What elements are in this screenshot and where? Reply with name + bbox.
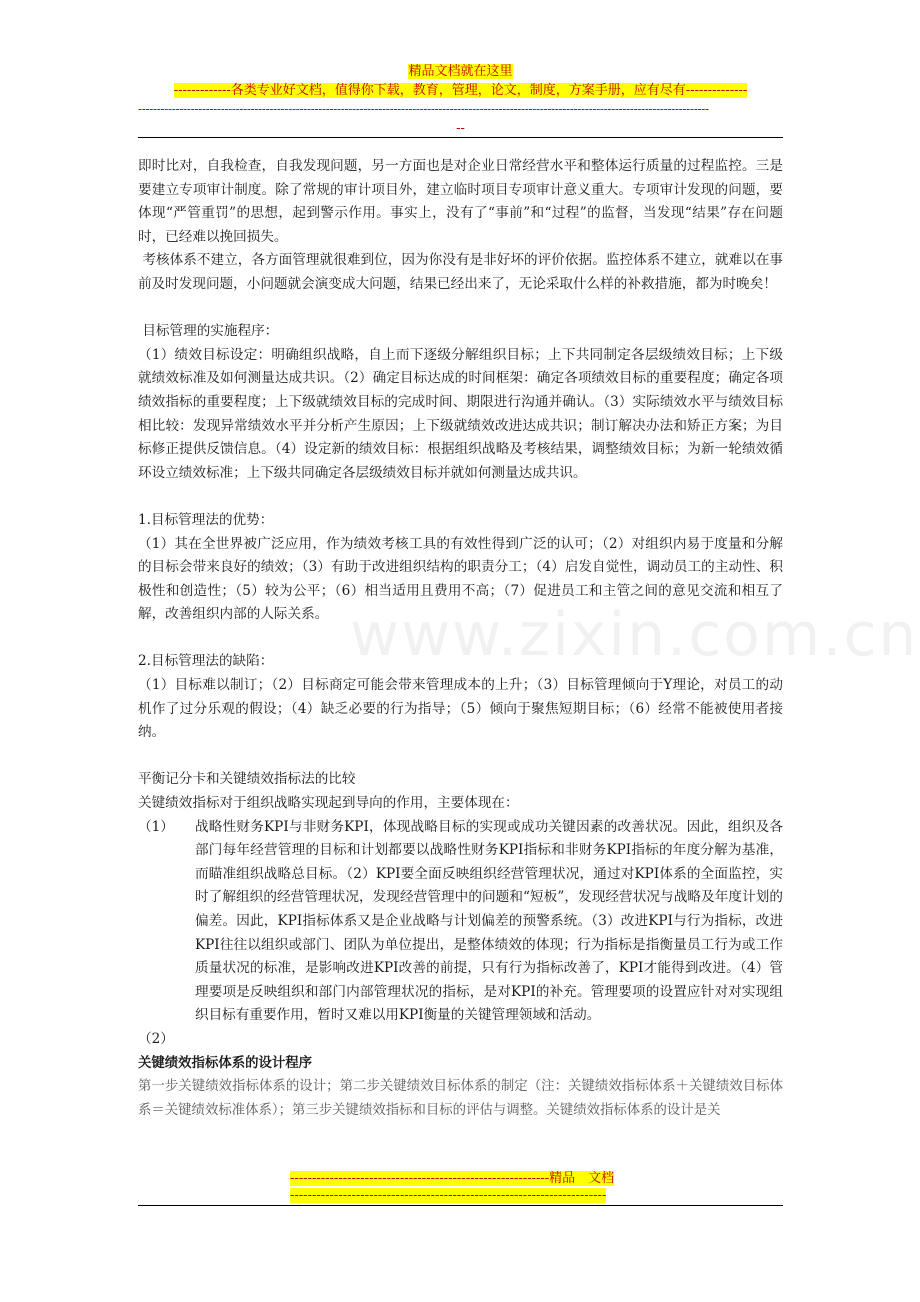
page-footer xyxy=(290,1170,614,1204)
header-dash-tail: -- xyxy=(456,121,465,136)
footer-line-1: -----------------------------------------------------------精品 文档 xyxy=(290,1171,615,1186)
list-item-number: （2） xyxy=(138,1030,174,1047)
heading-design-procedure: 关键绩效指标体系的设计程序 xyxy=(138,1055,313,1071)
header-subtitle: -------------各类专业好文档，值得你下载，教育，管理，论文，制度，方案手册，应有尽有-------------- xyxy=(173,83,748,98)
paragraph-assessment: 考核体系不建立，各方面管理就很难到位，因为你没有是非好坏的评价依据。监控体系不建立，就难以在事前及时发现问题，小问题就会演变成大问题，结果已经出来了，无论采取什么样的补救措施，都为时晚矣！ xyxy=(138,252,783,292)
paragraph-implementation: （1）绩效目标设定：明确组织战略，自上而下逐级分解组织目标；上下共同制定各层级绩效目标；上下级就绩效标准及如何测量达成共识。（2）确定目标达成的时间框架：确定各项绩效目标的重要程度；确定各项绩效指标的重要程度；上下级就绩效目标的完成时间、期限进行沟通并确认。（3）实际绩效水平与绩效目标相比较：发现异常绩效水平并分析产生原因；上下级就绩效改进达成共识；制订解决办法和矫正方案；为目标修正提供反馈信息。（4）设定新的绩效目标：根据组织战略及考核结果，调整绩效目标；为新一轮绩效循环设立绩效标准；上下级共同确定各层级绩效目标并就如何测量达成共识。 xyxy=(138,346,783,481)
header-title: 精品文档就在这里 xyxy=(408,64,513,79)
paragraph-disadvantages: （1）目标难以制订；（2）目标商定可能会带来管理成本的上升；（3）目标管理倾向于Y理论，对员工的动机作了过分乐观的假设；（4）缺乏必要的行为指导；（5）倾向于聚焦短期目标；（6）经常不能被使用者接纳。 xyxy=(138,677,783,741)
paragraph-audit: 即时比对，自我检查，自我发现问题，另一方面也是对企业日常经营水平和整体运行质量的过程监控。三是要建立专项审计制度。除了常规的审计项目外，建立临时项目专项审计意义重大。专项审计发现的问题，要体现“严管重罚”的思想，起到警示作用。事实上，没有了“事前”和“过程”的监督，当发现“结果”存在问题时，已经难以挽回损失。 xyxy=(138,158,783,245)
heading-implementation: 目标管理的实施程序： xyxy=(138,323,279,340)
list-item xyxy=(138,816,783,1028)
footer-line-2: ------------------------------------------------------------------------ xyxy=(290,1188,607,1203)
list-item-text: 战略性财务KPI与非财务KPI，体现战略目标的实现或成功关键因素的改善状况。因此，组织及各部门每年经营管理的目标和计划都要以战略性财务KPI指标和非财务KPI指标的年度分解为基准，而瞄准组织战略总目标。（2）KPI要全面反映组织经营管理状况，通过对KPI体系的全面监控，实时了解组织的经营管理状况，发现经营管理中的问题和“短板”，发现经营状况与战略及年度计划的偏差。因此，KPI指标体系又是企业战略与计划偏差的预警系统。（3）改进KPI与行为指标，改进KPI往往以组织或部门、团队为单位提出，是整体绩效的体现；行为指标是指衡量员工行为或工作质量状况的标准，是影响改进KPI改善的前提，只有行为指标改善了，KPI才能得到改进。（4）管理要项是反映组织和部门内部管理状况的指标，是对KPI的补充。管理要项的设置应针对对实现组织目标有重要作用，暂时又难以用KPI衡量的关键管理领域和活动。 xyxy=(195,818,783,1024)
document-body xyxy=(138,155,783,1122)
list-item xyxy=(138,1028,783,1052)
heading-disadvantages: 2.目标管理法的缺陷： xyxy=(138,653,274,670)
paragraph-design-procedure: 第一步关键绩效指标体系的设计；第二步关键绩效目标体系的制定（注：关键绩效指标体系＋关键绩效目标体系＝关键绩效标准体系）；第三步关键绩效指标和目标的评估与调整。关键绩效指标体系的设计是关 xyxy=(138,1079,783,1118)
page-header xyxy=(138,62,783,138)
paragraph-advantages: （1）其在全世界被广泛应用，作为绩效考核工具的有效性得到广泛的认可；（2）对组织内易于度量和分解的目标会带来良好的绩效；（3）有助于改进组织结构的职责分工；（4）启发自觉性，调动员工的主动性、积极性和创造性；（5）较为公平；（6）相当适用且费用不高；（7）促进员工和主管之间的意见交流和相互了解，改善组织内部的人际关系。 xyxy=(138,535,783,623)
paragraph-comparison-intro: 关键绩效指标对于组织战略实现起到导向的作用，主要体现在： xyxy=(138,795,519,812)
header-dash-line: -------------------------------------------------------------------------------------------------------------------------------------------------------- xyxy=(138,102,709,116)
heading-comparison: 平衡记分卡和关键绩效指标法的比较 xyxy=(138,771,356,788)
watermark: www.zixin.com.cn xyxy=(350,600,919,670)
header-rule xyxy=(138,137,783,138)
heading-advantages: 1.目标管理法的优势： xyxy=(138,511,274,528)
footer-rule xyxy=(138,1205,783,1206)
list-item-number: （1） xyxy=(138,818,174,835)
